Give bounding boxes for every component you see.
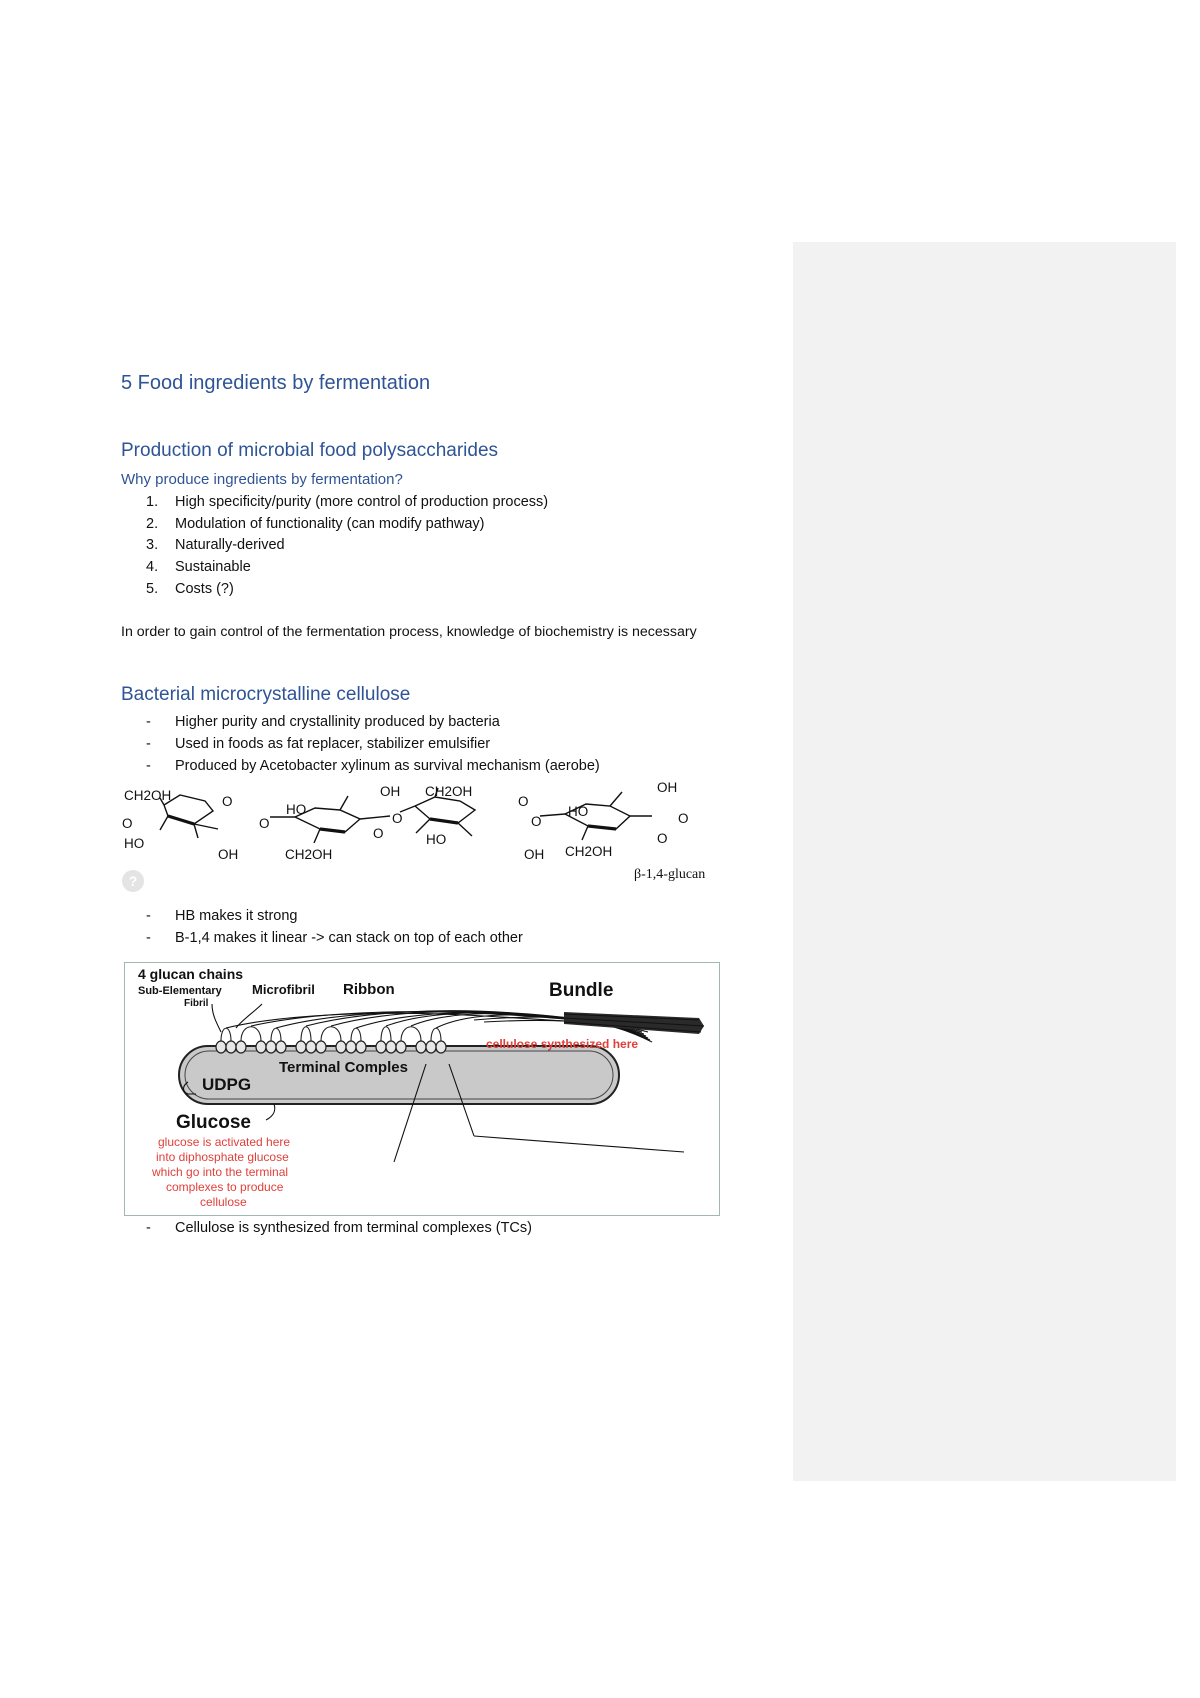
glucose-label: Glucose — [176, 1112, 251, 1133]
list-number: 4. — [146, 559, 159, 575]
cellulose-synthesized-label: cellulose synthesized here — [486, 1037, 639, 1051]
list-item-text: Used in foods as fat replacer, stabilizer emulsifier — [175, 736, 491, 752]
glucan-label: OH — [524, 847, 545, 862]
glucan-label: OH — [218, 847, 239, 862]
glucan-label: O — [222, 794, 233, 809]
comment-pane — [793, 242, 1176, 1481]
glucan-label: HO — [286, 802, 307, 817]
list-item-text: Costs (?) — [175, 581, 234, 597]
cellulose-synthesis-figure — [124, 962, 720, 1216]
glucan-label: O — [373, 826, 384, 841]
bullet-dash: - — [146, 714, 151, 730]
glucan-label: CH2OH — [285, 847, 333, 862]
list-item-text: Modulation of functionality (can modify pathway) — [175, 516, 485, 532]
list-item-text: B-1,4 makes it linear -> can stack on top of each other — [175, 930, 523, 946]
glucan-label: HO — [426, 832, 447, 847]
list-item-text: High specificity/purity (more control of production process) — [175, 494, 549, 510]
list-item-text: Sustainable — [175, 559, 251, 575]
bullet-dash: - — [146, 1220, 151, 1236]
glucose-note-line: which go into the terminal — [152, 1165, 289, 1179]
glucan-label: OH — [657, 780, 678, 795]
bundle-label: Bundle — [549, 980, 614, 1001]
list-item-text: Cellulose is synthesized from terminal complexes (TCs) — [175, 1220, 532, 1236]
glucose-note-line: into diphosphate glucose — [156, 1150, 289, 1164]
glucan-label: O — [392, 811, 403, 826]
terminal-complex-label: Terminal Comples — [279, 1059, 408, 1076]
chapter-title: 5 Food ingredients by fermentation — [121, 372, 431, 394]
section-heading: Production of microbial food polysaccharides — [121, 440, 499, 461]
list-number: 1. — [146, 494, 159, 510]
list-item-text: HB makes it strong — [175, 908, 298, 924]
glucan-label: O — [657, 831, 668, 846]
glucan-label: CH2OH — [425, 784, 473, 799]
list-item-text: Higher purity and crystallinity produced by bacteria — [175, 714, 500, 730]
glucan-caption: β-1,4-glucan — [634, 867, 706, 882]
glucan-chains-label: 4 glucan chains — [138, 966, 244, 982]
list-number: 5. — [146, 581, 159, 597]
glucan-structure-figure — [120, 776, 740, 894]
fibril-label: Fibril — [184, 998, 209, 1009]
glucan-label: CH2OH — [565, 844, 613, 859]
list-item-text: Naturally-derived — [175, 537, 285, 553]
subheading: Why produce ingredients by fermentation? — [121, 471, 403, 488]
udpg-label: UDPG — [202, 1075, 252, 1094]
list-item-text: Produced by Acetobacter xylinum as survival mechanism (aerobe) — [175, 758, 600, 774]
bullet-dash: - — [146, 736, 151, 752]
glucan-label: O — [259, 816, 270, 831]
glucan-label: OH — [380, 784, 401, 799]
glucan-label: O — [531, 814, 542, 829]
glucose-note-line: glucose is activated here — [158, 1135, 291, 1149]
help-icon-glyph: ? — [128, 873, 138, 889]
list-number: 2. — [146, 516, 159, 532]
glucose-note-line: complexes to produce — [166, 1180, 284, 1194]
cellulose-heading: Bacterial microcrystalline cellulose — [121, 684, 411, 705]
list-number: 3. — [146, 537, 159, 553]
bullet-dash: - — [146, 930, 151, 946]
bullet-dash: - — [146, 758, 151, 774]
glucan-label: CH2OH — [124, 788, 172, 803]
sub-elementary-label: Sub-Elementary — [138, 985, 222, 997]
bullet-dash: - — [146, 908, 151, 924]
body-paragraph: In order to gain control of the fermentation process, knowledge of biochemistry is necessary — [121, 624, 697, 640]
glucan-label: HO — [124, 836, 145, 851]
ribbon-label: Ribbon — [343, 981, 395, 998]
glucan-label: HO — [568, 804, 589, 819]
glucan-label: O — [678, 811, 689, 826]
glucan-label: O — [518, 794, 529, 809]
glucose-note-line: cellulose — [200, 1195, 247, 1209]
glucan-label: O — [122, 816, 133, 831]
microfibril-label: Microfibril — [252, 982, 315, 997]
